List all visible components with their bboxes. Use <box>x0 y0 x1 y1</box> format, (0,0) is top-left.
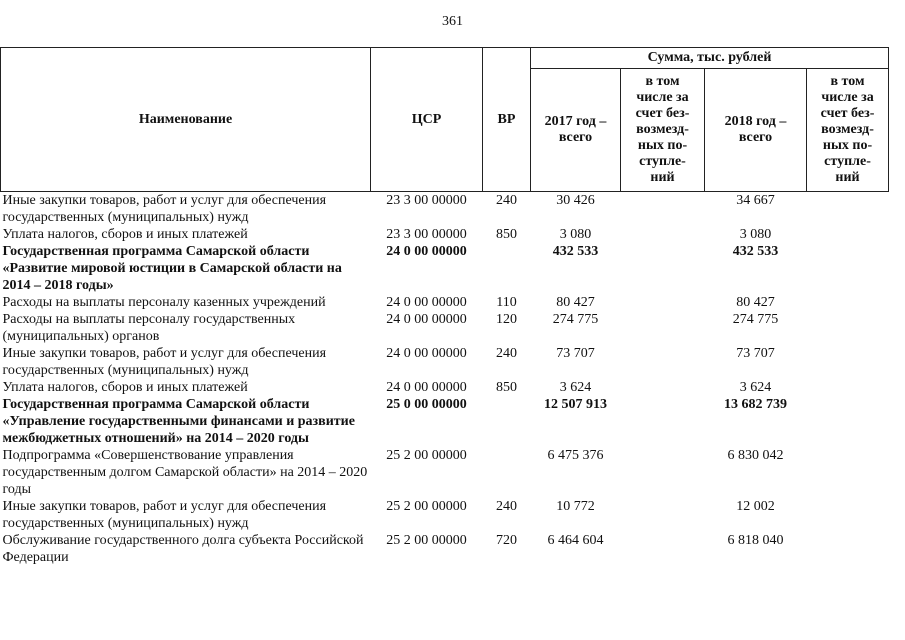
row-2018-free <box>807 396 889 447</box>
row-2017-total: 12 507 913 <box>544 397 607 412</box>
row-2018-free <box>807 294 889 311</box>
row-2018-free <box>807 447 889 498</box>
row-name: Уплата налогов, сборов и иных платежей <box>2 380 248 395</box>
header-vr: ВР <box>483 48 531 192</box>
row-vr <box>483 243 531 294</box>
header-2017-total: 2017 год – всего <box>531 69 621 192</box>
table-row <box>1 396 889 447</box>
row-csr: 25 2 00 00000 <box>386 499 467 514</box>
row-2018-total: 3 624 <box>739 380 772 395</box>
row-name: Уплата налогов, сборов и иных платежей <box>2 227 248 242</box>
row-2017-total: 274 775 <box>552 312 599 327</box>
row-name: Расходы на выплаты персоналу казенных учреждений <box>2 295 326 310</box>
row-2018-total: 73 707 <box>736 346 775 361</box>
row-name: Подпрограмма «Совершенствование управления государственным долгом Самарской области» на 2014 – 2020 годы <box>2 448 368 497</box>
row-2017-total: 6 475 376 <box>547 448 604 463</box>
table-header <box>1 48 889 192</box>
row-csr: 24 0 00 00000 <box>386 380 467 395</box>
row-2018-free <box>807 192 889 227</box>
row-vr: 850 <box>496 227 517 242</box>
row-2018-total: 13 682 739 <box>724 397 787 412</box>
table-row <box>1 243 889 294</box>
row-csr: 24 0 00 00000 <box>386 312 467 327</box>
row-2017-free <box>621 226 705 243</box>
table-row <box>1 345 889 379</box>
row-vr: 240 <box>496 346 517 361</box>
header-2018-total: 2018 год – всего <box>705 69 807 192</box>
header-name: Наименование <box>1 48 371 192</box>
header-2017-free: в том числе за счет без- возмезд- ных по- ступле- ний <box>621 69 705 192</box>
row-2017-free <box>621 447 705 498</box>
row-2018-free <box>807 345 889 379</box>
row-2018-total: 3 080 <box>739 227 772 242</box>
row-csr: 24 0 00 00000 <box>386 295 467 310</box>
row-2017-total: 6 464 604 <box>547 533 604 548</box>
row-csr: 23 3 00 00000 <box>386 227 467 242</box>
row-vr: 720 <box>496 533 517 548</box>
row-2017-free <box>621 345 705 379</box>
row-2017-total: 30 426 <box>556 193 595 208</box>
row-csr: 24 0 00 00000 <box>386 244 467 259</box>
row-name: Обслуживание государственного долга субъекта Российской Федерации <box>2 533 364 565</box>
table-row <box>1 447 889 498</box>
row-2017-free <box>621 498 705 532</box>
table-row <box>1 192 889 227</box>
table-body <box>1 192 889 567</box>
row-name: Иные закупки товаров, работ и услуг для обеспечения государственных (муниципальных) нужд <box>2 346 327 378</box>
row-name: Расходы на выплаты персоналу государственных (муниципальных) органов <box>2 312 296 344</box>
table-row <box>1 498 889 532</box>
row-name: Государственная программа Самарской области «Управление государственными финансами и развитие межбюджетных отношений» на 2014 – 2020 годы <box>2 397 355 446</box>
row-vr: 850 <box>496 380 517 395</box>
row-vr: 110 <box>496 295 517 310</box>
row-vr <box>483 396 531 447</box>
row-2017-free <box>621 379 705 396</box>
row-2017-total: 3 080 <box>559 227 592 242</box>
row-name: Иные закупки товаров, работ и услуг для обеспечения государственных (муниципальных) нужд <box>2 193 327 225</box>
row-2017-total: 3 624 <box>559 380 592 395</box>
row-2018-free <box>807 498 889 532</box>
header-2018-free: в том числе за счет без- возмезд- ных по- ступле- ний <box>807 69 889 192</box>
row-2017-total: 10 772 <box>556 499 595 514</box>
row-vr: 240 <box>496 499 517 514</box>
row-2018-total: 80 427 <box>736 295 775 310</box>
header-csr: ЦСР <box>371 48 483 192</box>
row-2018-free <box>807 379 889 396</box>
table-row <box>1 532 889 566</box>
row-2018-free <box>807 226 889 243</box>
row-vr: 120 <box>496 312 517 327</box>
row-csr: 25 2 00 00000 <box>386 533 467 548</box>
table-row <box>1 226 889 243</box>
row-csr: 23 3 00 00000 <box>386 193 467 208</box>
row-csr: 25 2 00 00000 <box>386 448 467 463</box>
table-row <box>1 379 889 396</box>
row-2017-free <box>621 396 705 447</box>
row-name: Государственная программа Самарской области «Развитие мировой юстиции в Самарской области на 2014 – 2018 годы» <box>2 244 342 293</box>
row-2017-total: 73 707 <box>556 346 595 361</box>
table-row <box>1 311 889 345</box>
row-vr: 240 <box>496 193 517 208</box>
row-2017-total: 432 533 <box>552 244 599 259</box>
page-number: 361 <box>442 14 463 29</box>
row-vr <box>483 447 531 498</box>
row-csr: 24 0 00 00000 <box>386 346 467 361</box>
row-2018-total: 12 002 <box>736 499 775 514</box>
row-2017-free <box>621 311 705 345</box>
table-row <box>1 294 889 311</box>
row-2018-total: 34 667 <box>736 193 775 208</box>
row-2018-total: 6 830 042 <box>727 448 784 463</box>
row-2017-free <box>621 192 705 227</box>
row-2018-free <box>807 311 889 345</box>
row-2017-free <box>621 294 705 311</box>
row-2018-total: 6 818 040 <box>727 533 784 548</box>
row-csr: 25 0 00 00000 <box>386 397 467 412</box>
budget-table <box>0 47 889 566</box>
row-2018-free <box>807 243 889 294</box>
row-2017-free <box>621 532 705 566</box>
row-2017-total: 80 427 <box>556 295 595 310</box>
header-sum-group: Сумма, тыс. рублей <box>531 48 889 69</box>
row-2018-total: 274 775 <box>732 312 779 327</box>
row-name: Иные закупки товаров, работ и услуг для обеспечения государственных (муниципальных) нужд <box>2 499 327 531</box>
row-2017-free <box>621 243 705 294</box>
row-2018-free <box>807 532 889 566</box>
row-2018-total: 432 533 <box>732 244 779 259</box>
